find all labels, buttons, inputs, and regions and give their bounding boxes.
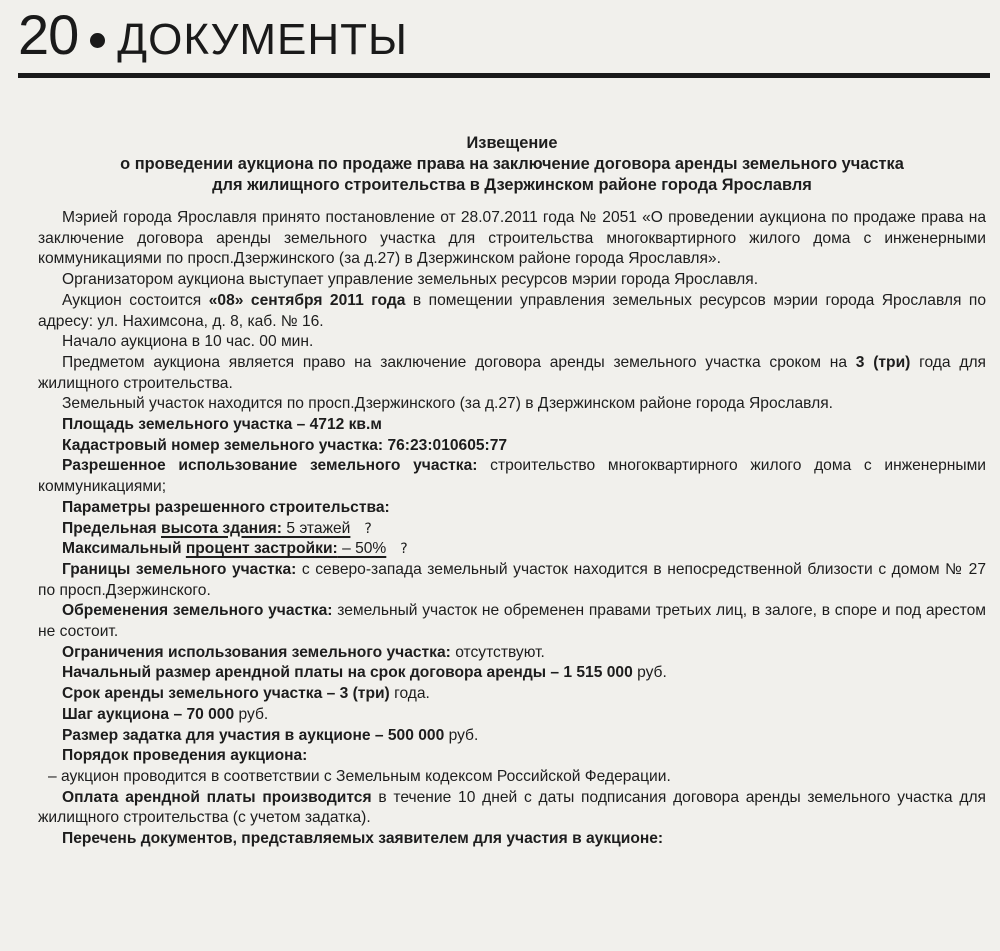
lease-term-inline: 3 (три): [855, 353, 911, 371]
area-line: Площадь земельного участка – 4712 кв.м: [62, 416, 382, 434]
deposit-line: Размер задатка для участия в аукционе – 500 000 руб.: [62, 726, 479, 744]
start-rent-line: Начальный размер арендной платы на срок договора аренды – 1 515 000 руб.: [62, 664, 667, 682]
cadastral-line: Кадастровый номер земельного участка: 76:23:010605:77: [62, 436, 508, 454]
section-title: ДОКУМЕНТЫ: [117, 15, 408, 64]
page-number: 20: [18, 3, 79, 66]
notice-subtitle-line1: о проведении аукциона по продаже права на заключение договора аренды земельного участка: [120, 155, 904, 173]
documents-label: Перечень документов, представляемых заявителем для участия в аукционе:: [62, 830, 664, 848]
auction-date-paragraph: Аукцион состоится «08» сентября 2011 года в помещении управления земельных ресурсов мэрии города Ярославля по адресу: ул. Нахимсона, д. 8, каб. № 16.: [38, 291, 987, 330]
header-rule: [18, 73, 990, 78]
auction-notice: [38, 133, 986, 850]
payment-line: Оплата арендной платы производится в течение 10 дней с даты подписания договора аренды земельного участка для жилищного строительства (с учетом задатка).: [38, 788, 986, 827]
procedure-label: Порядок проведения аукциона:: [62, 747, 308, 765]
permitted-use-line: Разрешенное использование земельного участка: строительство многоквартирного жилого дома с инженерными коммуникациями;: [38, 457, 987, 496]
notice-title: Извещение: [466, 134, 558, 152]
encumbrance-line: Обременения земельного участка: земельный участок не обременен правами третьих лиц, в залоге, в споре и под арестом не состоит.: [38, 602, 986, 641]
decree-paragraph: Мэрией города Ярославля принято постановление от 28.07.2011 года № 2051 «О проведении аукциона по продаже права на заключение договора аренды земельного участка для строительства многоквартирного жилого дома с инженерными коммуникациями по просп.Дзержинского (за д.27) в Дзержинском районе города Ярославля».: [38, 209, 986, 268]
location-paragraph: Земельный участок находится по просп.Дзержинского (за д.27) в Дзержинском районе города Ярославля.: [62, 395, 833, 413]
height-line: Предельная высота здания: 5 этажей ?: [62, 519, 372, 537]
handwritten-question-mark: ?: [400, 541, 408, 558]
step-line: Шаг аукциона – 70 000 руб.: [62, 705, 269, 723]
coverage-line: Максимальный процент застройки: – 50% ?: [62, 540, 408, 558]
lease-term-line: Срок аренды земельного участка – 3 (три) года.: [62, 685, 430, 703]
subject-paragraph: Предметом аукциона является право на заключение договора аренды земельного участка сроком на 3 (три) года для жилищного строительства.: [38, 353, 986, 392]
organizer-paragraph: Организатором аукциона выступает управление земельных ресурсов мэрии города Ярославля.: [62, 271, 759, 289]
bullet-icon: [90, 33, 105, 48]
restrictions-line: Ограничения использования земельного участка: отсутствуют.: [62, 643, 545, 661]
page-header: [18, 2, 978, 72]
start-time-paragraph: Начало аукциона в 10 час. 00 мин.: [62, 333, 314, 351]
auction-date: «08» сентября 2011 года: [208, 291, 406, 309]
notice-subtitle-line2: для жилищного строительства в Дзержинском районе города Ярославля: [212, 176, 812, 194]
params-label: Параметры разрешенного строительства:: [62, 498, 390, 516]
notice-heading: [38, 133, 986, 196]
borders-line: Границы земельного участка: с северо-запада земельный участок находится в непосредственной близости с домом № 27 по просп.Дзержинского.: [38, 560, 986, 599]
handwritten-question-mark: ?: [364, 520, 372, 537]
procedure-line: – аукцион проводится в соответствии с Земельным кодексом Российской Федерации.: [48, 767, 671, 785]
